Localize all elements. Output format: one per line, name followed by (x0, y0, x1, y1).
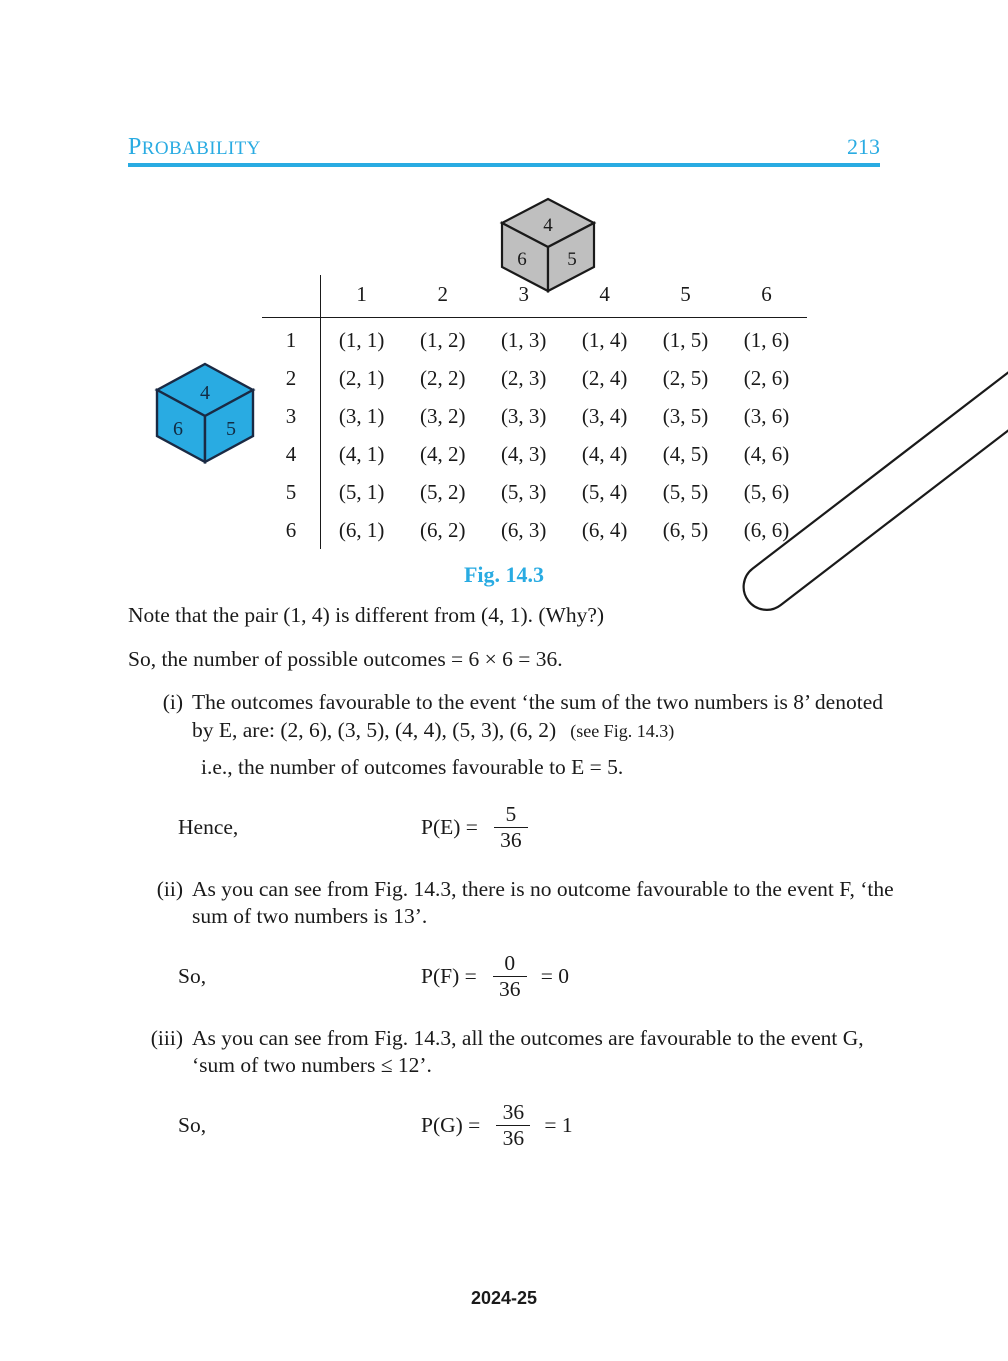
row-header-5: 5 (262, 473, 321, 511)
equation-pf-fraction (493, 952, 527, 1001)
equation-pg-numerator: 36 (502, 1100, 525, 1125)
equation-pg-lead: So, (178, 1112, 207, 1137)
list-item-i-marker: (i) (162, 690, 183, 715)
page-header (128, 134, 880, 161)
row-header-2: 2 (262, 359, 321, 397)
cell-2-2: (2, 2) (420, 365, 466, 390)
table-row (262, 318, 807, 360)
chapter-title (128, 134, 261, 161)
left-die-right-value: 5 (226, 418, 236, 440)
table-row (262, 435, 807, 473)
cell-4-4: (4, 4) (581, 441, 628, 466)
figure-caption: Fig. 14.3 (463, 562, 545, 587)
chapter-title-rest: ROBABILITY (141, 138, 261, 159)
list-item-i (128, 689, 900, 744)
outcome-table (262, 275, 807, 549)
cell-3-2: (3, 2) (420, 403, 466, 428)
equation-pf-tail: = 0 (540, 963, 569, 988)
cell-5-4: (5, 4) (581, 479, 628, 504)
column-header-2: 2 (437, 281, 449, 306)
row-header-1: 1 (262, 318, 321, 360)
row-header-3: 3 (262, 397, 321, 435)
cell-3-3: (3, 3) (500, 403, 547, 428)
top-die-top-value: 4 (543, 215, 553, 236)
row-header-6: 6 (262, 511, 321, 549)
equation-pe (128, 798, 900, 858)
left-die-left-value: 6 (173, 418, 183, 440)
equation-pg-fraction (496, 1101, 530, 1150)
equation-pf-lead: So, (178, 963, 207, 988)
equation-pe-numerator: 5 (505, 802, 517, 827)
left-die (150, 358, 260, 473)
list-item-ii-marker: (ii) (156, 876, 183, 901)
row-header-4: 4 (262, 435, 321, 473)
list-item-iii (128, 1025, 900, 1080)
equation-pg-lhs: P(G) = (421, 1112, 481, 1137)
equation-pg (128, 1096, 900, 1156)
cell-3-6: (3, 6) (743, 403, 790, 428)
equation-pf-numerator: 0 (504, 951, 516, 976)
outcome-table-body (262, 318, 807, 550)
cell-1-5: (1, 5) (662, 327, 709, 352)
equation-pf-lhs: P(F) = (421, 963, 477, 988)
outcome-table-corner (262, 275, 321, 318)
cell-4-3: (4, 3) (500, 441, 547, 466)
equation-pe-lhs: P(E) = (421, 814, 478, 839)
chapter-title-initial: P (128, 134, 142, 160)
outcome-table-head (262, 275, 807, 318)
column-header-4: 4 (599, 281, 610, 306)
cell-4-2: (4, 2) (420, 441, 466, 466)
equation-pe-denominator: 36 (500, 828, 522, 853)
figure-14-3 (0, 180, 1008, 590)
equation-pe-lead: Hence, (178, 814, 239, 839)
cell-6-2: (6, 2) (420, 517, 466, 542)
outcomes-paragraph: So, the number of possible outcomes = 6 × 6 = 36. (128, 646, 563, 671)
note-paragraph: Note that the pair (1, 4) is different from (4, 1). (Why?) (128, 603, 605, 627)
column-header-6: 6 (761, 281, 772, 306)
column-header-3: 3 (518, 281, 529, 306)
equation-pf-denominator: 36 (498, 977, 521, 1002)
outcome-table-header-row (262, 275, 807, 318)
cell-2-5: (2, 5) (662, 365, 709, 390)
cell-4-5: (4, 5) (662, 441, 709, 466)
cell-6-5: (6, 5) (662, 517, 709, 542)
cell-1-4: (1, 4) (581, 327, 628, 352)
cell-1-3: (1, 3) (500, 327, 547, 352)
list-item-ii-text: As you can see from Fig. 14.3, there is no outcome favourable to the event F, ‘the sum of two numbers is 13’. (192, 876, 894, 929)
cell-2-4: (2, 4) (581, 365, 628, 390)
cell-2-6: (2, 6) (743, 365, 790, 390)
cell-2-3: (2, 3) (500, 365, 547, 390)
cell-5-1: (5, 1) (338, 479, 385, 504)
cell-5-3: (5, 3) (500, 479, 547, 504)
cell-5-5: (5, 5) (662, 479, 709, 504)
table-row (262, 359, 807, 397)
table-row (262, 473, 807, 511)
page-footer: 2024-25 (470, 1288, 538, 1308)
cell-3-4: (3, 4) (581, 403, 628, 428)
column-header-5: 5 (680, 281, 691, 306)
table-row (262, 397, 807, 435)
cell-1-1: (1, 1) (338, 327, 385, 352)
cell-5-6: (5, 6) (743, 479, 790, 504)
cell-3-1: (3, 1) (338, 403, 385, 428)
equation-pe-body (421, 803, 542, 852)
column-header-1: 1 (356, 281, 367, 306)
equation-pf (128, 947, 900, 1007)
list-item-i-note: (see Fig. 14.3) (570, 720, 675, 741)
header-rule (128, 163, 880, 167)
top-die-left-value: 6 (517, 249, 527, 270)
left-die-svg (150, 358, 260, 468)
top-die-right-value: 5 (567, 249, 577, 270)
list-item-iii-text: As you can see from Fig. 14.3, all the outcomes are favourable to the event G, ‘sum of two numbers ≤ 12’. (192, 1025, 864, 1078)
equation-pg-tail: = 1 (544, 1112, 573, 1137)
list-item-i-body: The outcomes favourable to the event ‘the sum of the two numbers is 8’ denoted by E, are: (2, 6), (3, 5), (4, 4), (5, 3), (6, 2) (192, 690, 883, 742)
cell-3-5: (3, 5) (662, 403, 709, 428)
cell-1-2: (1, 2) (420, 327, 466, 352)
cell-6-4: (6, 4) (581, 517, 628, 542)
cell-5-2: (5, 2) (420, 479, 466, 504)
cell-6-3: (6, 3) (500, 517, 547, 542)
cell-4-1: (4, 1) (338, 441, 385, 466)
outcome-table-grid (262, 275, 807, 549)
left-die-top-value: 4 (200, 382, 210, 404)
list-item-ii (128, 876, 900, 931)
cell-6-6: (6, 6) (743, 517, 790, 542)
equation-pf-body (421, 952, 569, 1001)
equation-pg-denominator: 36 (502, 1126, 525, 1151)
body-copy (128, 602, 900, 1174)
equation-pg-body (421, 1101, 573, 1150)
page-number: 213 (847, 134, 880, 159)
list-item-iii-marker: (iii) (150, 1025, 183, 1050)
table-row (262, 511, 807, 549)
cell-1-6: (1, 6) (743, 327, 790, 352)
cell-4-6: (4, 6) (743, 441, 790, 466)
list-item-i-text (192, 689, 900, 744)
equation-pe-fraction (494, 803, 528, 852)
list-item-i-subline: i.e., the number of outcomes favourable to E = 5. (201, 755, 624, 780)
cell-6-1: (6, 1) (338, 517, 385, 542)
cell-2-1: (2, 1) (338, 365, 385, 390)
